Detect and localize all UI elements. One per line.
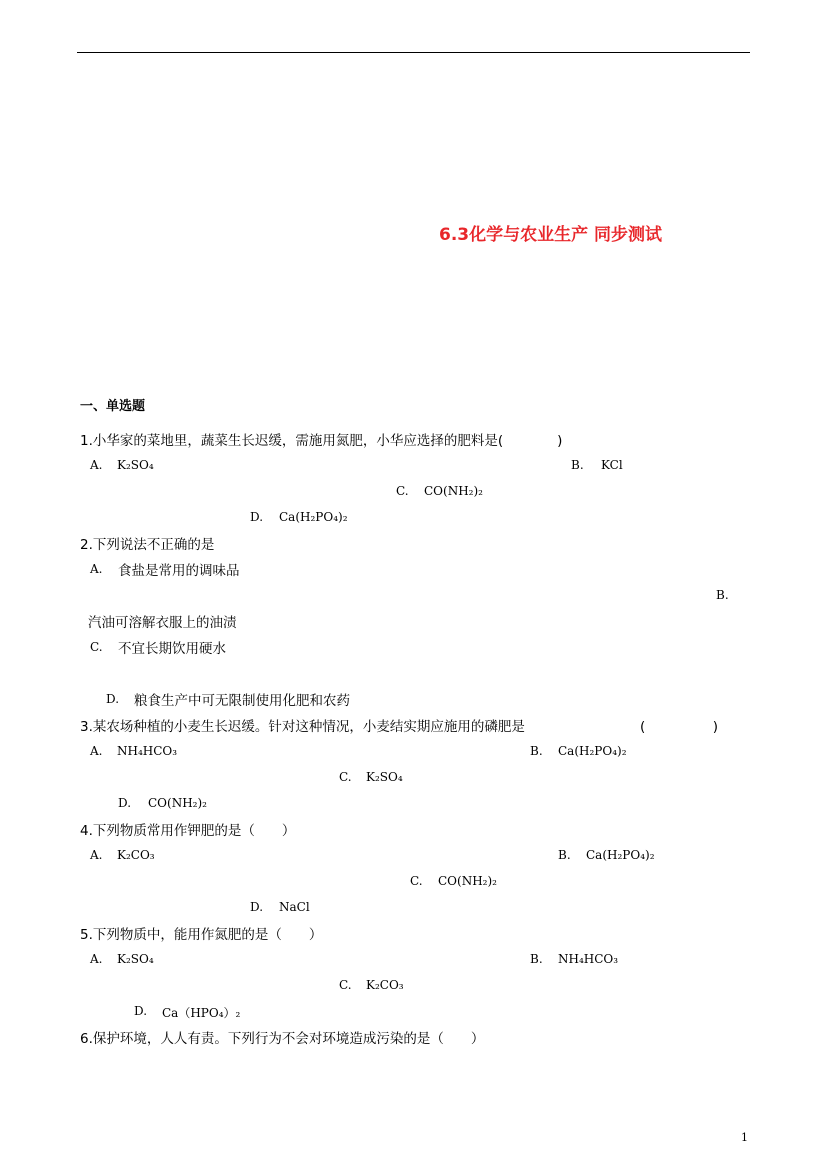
q4-option-c: CO(NH₂)₂ xyxy=(438,874,497,888)
q4-option-b-label: B. xyxy=(558,848,571,862)
q3-option-d: CO(NH₂)₂ xyxy=(148,796,207,810)
q2-option-c: 不宜长期饮用硬水 xyxy=(118,641,226,657)
question-2-stem: 2.下列说法不正确的是 xyxy=(80,537,215,553)
q2-option-a-label: A. xyxy=(90,562,103,576)
q5-option-a: K₂SO₄ xyxy=(117,952,154,966)
q2-option-c-label: C. xyxy=(90,640,103,654)
q5-option-d: Ca（HPO₄）₂ xyxy=(162,1006,241,1020)
q2-option-a: 食盐是常用的调味品 xyxy=(118,563,240,579)
question-1-stem: 1.小华家的菜地里，蔬菜生长迟缓，需施用氮肥，小华应选择的肥料是( ) xyxy=(80,433,563,449)
q3-option-b: Ca(H₂PO₄)₂ xyxy=(558,744,627,758)
q4-option-d: NaCl xyxy=(279,900,310,914)
q4-option-a: K₂CO₃ xyxy=(117,848,155,862)
q1-option-d: Ca(H₂PO₄)₂ xyxy=(279,510,348,524)
page-number: 1 xyxy=(741,1131,748,1144)
question-6-stem: 6.保护环境，人人有责。下列行为不会对环境造成污染的是（ ） xyxy=(80,1031,485,1047)
question-3-paren: ( ) xyxy=(640,719,719,735)
question-3-stem: 3.某农场种植的小麦生长迟缓。针对这种情况，小麦结实期应施用的磷肥是 xyxy=(80,719,525,735)
q4-option-c-label: C. xyxy=(410,874,423,888)
q1-option-b-label: B. xyxy=(571,458,584,472)
q5-option-b: NH₄HCO₃ xyxy=(558,952,619,966)
section-heading: 一、单选题 xyxy=(80,399,146,414)
q1-option-b: KCl xyxy=(601,458,623,472)
q2-option-b-label: B. xyxy=(716,588,729,602)
q5-option-b-label: B. xyxy=(530,952,543,966)
q5-option-a-label: A. xyxy=(90,952,103,966)
question-5-stem: 5.下列物质中，能用作氮肥的是（ ） xyxy=(80,927,323,943)
q2-option-d-label: D. xyxy=(106,692,120,706)
q3-option-b-label: B. xyxy=(530,744,543,758)
q4-option-a-label: A. xyxy=(90,848,103,862)
q2-option-b: 汽油可溶解衣服上的油渍 xyxy=(88,615,237,631)
q3-option-a-label: A. xyxy=(90,744,103,758)
q1-option-d-label: D. xyxy=(250,510,264,524)
q3-option-c-label: C. xyxy=(339,770,352,784)
question-4-stem: 4.下列物质常用作钾肥的是（ ） xyxy=(80,823,296,839)
header-rule xyxy=(77,52,750,53)
q1-option-a-label: A. xyxy=(90,458,103,472)
q1-option-a: K₂SO₄ xyxy=(117,458,154,472)
q2-option-d: 粮食生产中可无限制使用化肥和农药 xyxy=(134,693,350,709)
q4-option-b: Ca(H₂PO₄)₂ xyxy=(586,848,655,862)
q1-option-c-label: C. xyxy=(396,484,409,498)
q3-option-a: NH₄HCO₃ xyxy=(117,744,178,758)
q3-option-c: K₂SO₄ xyxy=(366,770,403,784)
page-title: 6.3化学与农业生产 同步测试 xyxy=(439,225,663,245)
q3-option-d-label: D. xyxy=(118,796,132,810)
q4-option-d-label: D. xyxy=(250,900,264,914)
q5-option-c: K₂CO₃ xyxy=(366,978,404,992)
q5-option-d-label: D. xyxy=(134,1004,148,1018)
q1-option-c: CO(NH₂)₂ xyxy=(424,484,483,498)
q5-option-c-label: C. xyxy=(339,978,352,992)
